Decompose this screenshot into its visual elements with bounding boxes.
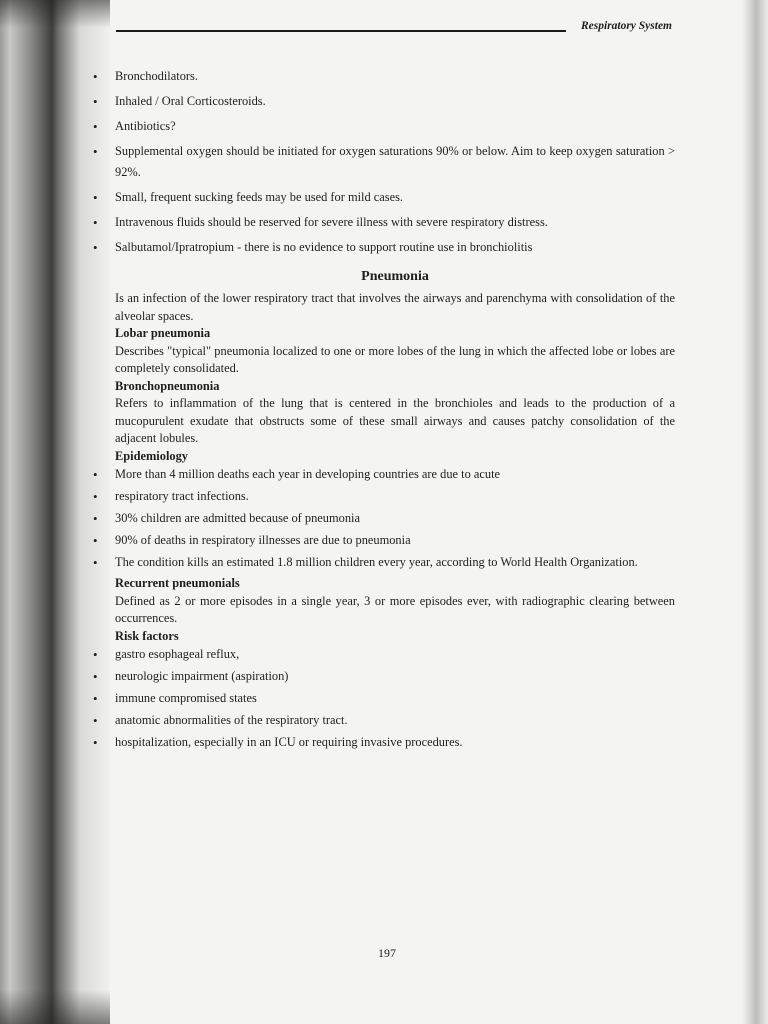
binding-bottom-shadow xyxy=(0,990,110,1024)
list-item: • immune compromised states xyxy=(115,689,675,708)
subheading-bronchopneumonia: Bronchopneumonia xyxy=(115,378,220,393)
recurrent-text: Defined as 2 or more episodes in a single year, 3 or more episodes ever, with radiographic clearing between occurrences. xyxy=(115,593,675,625)
list-item: • hospitalization, especially in an ICU or requiring invasive procedures. xyxy=(115,733,675,752)
page-content xyxy=(115,66,675,755)
list-item: • Intravenous fluids should be reserved for severe illness with severe respiratory distress. xyxy=(115,212,675,233)
binding-top-shadow xyxy=(0,0,110,28)
bronchopneumonia-text: Refers to inflammation of the lung that is centered in the bronchioles and leads to the production of a mucopurulent exudate that obstructs some of these small airways and causes patchy consolidation of the adjacent lobules. xyxy=(115,396,675,445)
list-item: • 30% children are admitted because of pneumonia xyxy=(115,509,675,528)
lobar-text: Describes "typical" pneumonia localized to one or more lobes of the lung in which the affected lobe or lobes are completely consolidated. xyxy=(115,343,675,375)
list-item: • More than 4 million deaths each year in developing countries are due to acute xyxy=(115,465,675,484)
header-rule xyxy=(116,30,566,32)
running-header: Respiratory System xyxy=(580,20,672,32)
list-item: • neurologic impairment (aspiration) xyxy=(115,667,675,686)
list-item: • 90% of deaths in respiratory illnesses are due to pneumonia xyxy=(115,531,675,550)
pneumonia-definition: Is an infection of the lower respiratory tract that involves the airways and parenchyma with consolidation of the alveolar spaces. xyxy=(115,291,675,323)
subheading-recurrent: Recurrent pneumonials xyxy=(115,576,240,590)
list-item: • Supplemental oxygen should be initiated for oxygen saturations 90% or below. Aim to keep oxygen saturation > 92%. xyxy=(115,141,675,183)
list-item: • respiratory tract infections. xyxy=(115,487,675,506)
epidemiology-list xyxy=(115,465,675,572)
subheading-lobar: Lobar pneumonia xyxy=(115,326,211,340)
list-item: • Salbutamol/Ipratropium - there is no evidence to support routine use in bronchiolitis xyxy=(115,237,675,258)
page-edge-right xyxy=(742,0,768,1024)
subheading-epidemiology: Epidemiology xyxy=(115,448,188,463)
list-item: • Antibiotics? xyxy=(115,116,675,137)
list-item: • gastro esophageal reflux, xyxy=(115,645,675,664)
section-heading-pneumonia: Pneumonia xyxy=(361,269,429,284)
treatment-list xyxy=(115,66,675,258)
list-item: • Bronchodilators. xyxy=(115,66,675,87)
risk-factors-list xyxy=(115,645,675,752)
list-item: • Inhaled / Oral Corticosteroids. xyxy=(115,91,675,112)
list-item: • The condition kills an estimated 1.8 million children every year, according to World Health Organization. xyxy=(115,553,675,572)
list-item: • Small, frequent sucking feeds may be used for mild cases. xyxy=(115,187,675,208)
list-item: • anatomic abnormalities of the respiratory tract. xyxy=(115,711,675,730)
subheading-risk-factors: Risk factors xyxy=(115,628,179,643)
page-number: 197 xyxy=(378,946,396,960)
